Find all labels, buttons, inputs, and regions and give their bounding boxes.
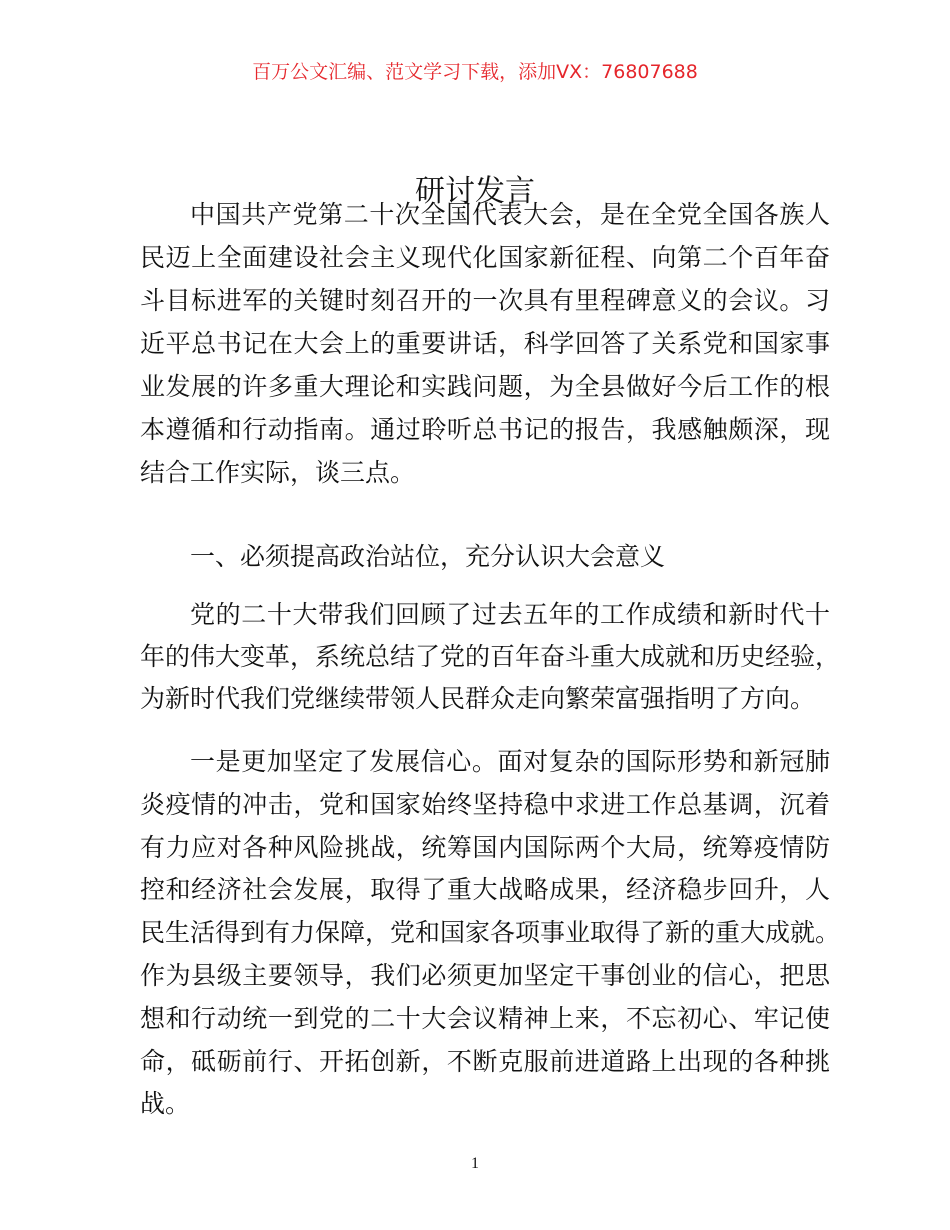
paragraph-line: 业发展的许多重大理论和实践问题，为全县做好今后工作的根 [140, 372, 830, 401]
page-number: 1 [471, 1155, 479, 1172]
document-title: 研讨发言 [415, 174, 535, 209]
paragraph-line: 本遵循和行动指南。通过聆听总书记的报告，我感触颇深，现 [140, 415, 830, 444]
paragraph-line: 作为县级主要领导，我们必须更加坚定干事创业的信心，把思 [140, 961, 830, 990]
paragraph-line: 结合工作实际，谈三点。 [140, 458, 416, 487]
paragraph-line: 中国共产党第二十次全国代表大会，是在全党全国各族人 [190, 200, 830, 229]
paragraph-line: 控和经济社会发展，取得了重大战略成果，经济稳步回升，人 [140, 875, 830, 905]
paragraph-line: 有力应对各种风险挑战，统筹国内国际两个大局，统筹疫情防 [140, 832, 830, 862]
paragraph-line: 民迈上全面建设社会主义现代化国家新征程、向第二个百年奋 [140, 243, 830, 272]
paragraph-line: 为新时代我们党继续带领人民群众走向繁荣富强指明了方向。 [140, 684, 816, 713]
paragraph-line: 想和行动统一到党的二十大会议精神上来，不忘初心、牢记使 [140, 1003, 830, 1033]
paragraph-line: 一是更加坚定了发展信心。面对复杂的国际形势和新冠肺 [190, 747, 830, 776]
paragraph-line: 命，砥砺前行、开拓创新，不断克服前进道路上出现的各种挑 [140, 1046, 830, 1076]
paragraph-line: 近平总书记在大会上的重要讲话，科学回答了关系党和国家事 [140, 329, 830, 358]
paragraph-line: 民生活得到有力保障，党和国家各项事业取得了新的重大成就。 [140, 918, 841, 948]
paragraph-line: 斗目标进军的关键时刻召开的一次具有里程碑意义的会议。习 [140, 286, 830, 315]
paragraph-line: 年的伟大变革，系统总结了党的百年奋斗重大成就和历史经验， [140, 642, 841, 671]
watermark-banner: 百万公文汇编、范文学习下载，添加VX：76807688 [252, 61, 698, 83]
paragraph-line: 炎疫情的冲击，党和国家始终坚持稳中求进工作总基调，沉着 [140, 789, 830, 819]
paragraph-line: 党的二十大带我们回顾了过去五年的工作成绩和新时代十 [190, 600, 830, 629]
paragraph-line: 一、必须提高政治站位，充分认识大会意义 [190, 542, 666, 571]
paragraph-line: 战。 [140, 1089, 191, 1119]
